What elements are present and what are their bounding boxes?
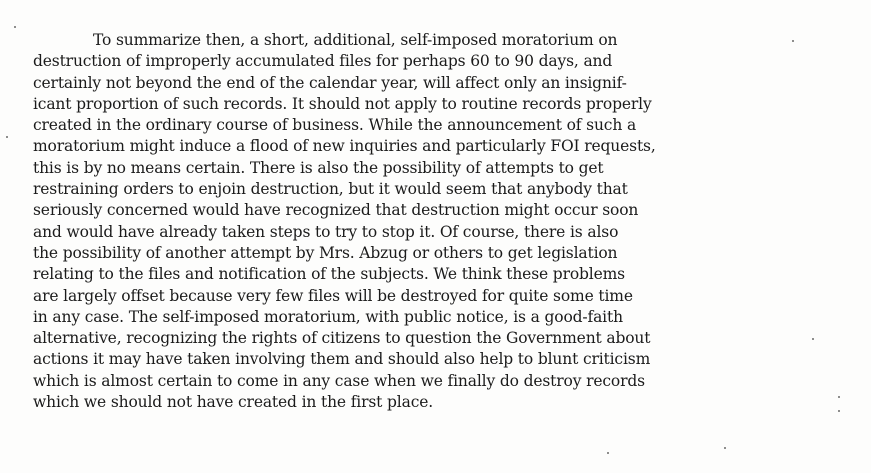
text-line: To summarize then, a short, additional, self-imposed moratorium on <box>93 31 618 49</box>
text-line: alternative, recognizing the rights of citizens to question the Government about <box>33 329 651 348</box>
text-line: destruction of improperly accumulated files for perhaps 60 to 90 days, and <box>33 52 613 71</box>
scan-speck <box>6 136 8 138</box>
text-line: the possibility of another attempt by Mrs. Abzug or others to get legislation <box>33 243 618 262</box>
scan-speck <box>792 40 794 42</box>
scan-speck <box>838 410 840 412</box>
scan-speck <box>812 338 814 340</box>
text-line: seriously concerned would have recognized that destruction might occur soon <box>33 201 639 220</box>
text-line: created in the ordinary course of business. While the announcement of such a <box>33 116 637 135</box>
text-line: relating to the files and notification of the subjects. We think these problems <box>33 265 625 284</box>
text-line: which is almost certain to come in any case when we finally do destroy records <box>33 371 645 390</box>
scan-speck <box>607 452 609 454</box>
text-line: icant proportion of such records. It should not apply to routine records properly <box>33 94 652 113</box>
text-line: restraining orders to enjoin destruction, but it would seem that anybody that <box>33 180 628 199</box>
scan-speck <box>838 396 840 398</box>
text-line: are largely offset because very few files will be destroyed for quite some time <box>33 286 633 305</box>
text-line: moratorium might induce a flood of new inquiries and particularly FOI requests, <box>33 137 656 156</box>
scan-speck <box>14 26 16 28</box>
text-line: in any case. The self-imposed moratorium, with public notice, is a good-faith <box>33 307 623 326</box>
scan-speck <box>724 447 726 449</box>
text-line: this is by no means certain. There is also the possibility of attempts to get <box>33 158 604 177</box>
memo-paragraph <box>33 30 853 413</box>
text-line: actions it may have taken involving them and should also help to blunt criticism <box>33 350 651 369</box>
text-line: and would have already taken steps to try to stop it. Of course, there is also <box>33 222 619 241</box>
text-line: which we should not have created in the first place. <box>33 393 434 412</box>
text-line: certainly not beyond the end of the calendar year, will affect only an insignif- <box>33 73 627 92</box>
